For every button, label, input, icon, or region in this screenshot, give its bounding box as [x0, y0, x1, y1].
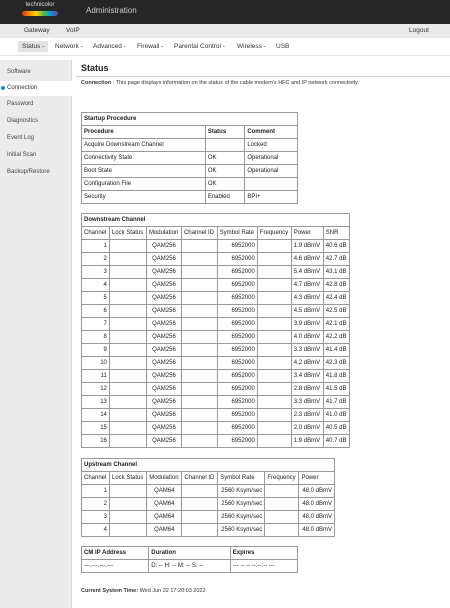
- table-cell: QAM256: [146, 240, 181, 253]
- column-header: Power: [291, 227, 323, 240]
- table-cell: [181, 279, 217, 292]
- table-row: [82, 279, 350, 292]
- table-cell: [257, 331, 291, 344]
- table-cell: [182, 485, 218, 498]
- table-cell: [257, 383, 291, 396]
- table-cell: 41.4 dB: [323, 344, 349, 357]
- sidebar-item-event-log[interactable]: Event Log: [7, 135, 35, 141]
- table-cell: 6952000: [217, 253, 257, 266]
- table-cell: [109, 396, 146, 409]
- table-cell: [257, 422, 291, 435]
- table-cell: [257, 409, 291, 422]
- table-cell: 12: [82, 383, 110, 396]
- sidebar-item-password[interactable]: Password: [7, 101, 34, 107]
- table-cell: 6952000: [217, 292, 257, 305]
- table-cell: [257, 279, 291, 292]
- table-cell: 3.3 dBmV: [291, 396, 323, 409]
- table-cell: 6952000: [217, 279, 257, 292]
- table-cell: [181, 409, 217, 422]
- table-cell: [181, 292, 217, 305]
- table-cell: 3: [82, 266, 110, 279]
- table-cell: 6952000: [217, 409, 257, 422]
- table-cell: 6952000: [217, 318, 257, 331]
- table-cell: 48.0 dBmV: [299, 524, 335, 537]
- table-cell: 6952000: [217, 240, 257, 253]
- table-cell: [257, 396, 291, 409]
- column-header: Symbol Rate: [217, 227, 257, 240]
- table-cell: [181, 331, 217, 344]
- column-header: SNR: [323, 227, 349, 240]
- table-row: [82, 240, 350, 253]
- column-header: Status: [205, 126, 245, 139]
- table-cell: 6952000: [217, 383, 257, 396]
- table-cell: [257, 344, 291, 357]
- table-cell: QAM256: [146, 357, 181, 370]
- table-cell: 1.9 dBmV: [291, 240, 323, 253]
- table-row: [82, 498, 335, 511]
- table-cell: Locked: [245, 139, 298, 152]
- table-caption: Upstream Channel: [82, 459, 335, 472]
- table-cell: 6952000: [217, 422, 257, 435]
- table-cell: 41.8 dB: [323, 370, 349, 383]
- technicolor-logo: [18, 2, 62, 22]
- table-cell: [109, 331, 146, 344]
- table-row: [82, 152, 298, 165]
- table-cell: [109, 292, 146, 305]
- table-row: [82, 331, 350, 344]
- table-cell: 6952000: [217, 370, 257, 383]
- logout-link[interactable]: Logout: [409, 27, 429, 34]
- table-cell: [110, 524, 147, 537]
- table-cell: 6952000: [217, 357, 257, 370]
- table-row: [82, 422, 350, 435]
- table-cell: 1.9 dBmV: [291, 435, 323, 448]
- app-title: Administration: [86, 6, 137, 15]
- sidebar-item-software[interactable]: Software: [7, 69, 31, 75]
- table-cell: Security: [82, 191, 206, 204]
- table-cell: 42.3 dB: [323, 357, 349, 370]
- table-caption: Downstream Channel: [82, 214, 350, 227]
- table-cell: [109, 357, 146, 370]
- table-cell: 11: [82, 370, 110, 383]
- table-cell: QAM256: [146, 396, 181, 409]
- column-header: Power: [299, 472, 335, 485]
- table-cell: [257, 253, 291, 266]
- table-cell: 4: [82, 279, 110, 292]
- table-cell: [110, 511, 147, 524]
- table-cell: Acquire Downstream Channel: [82, 139, 206, 152]
- table-cell: 42.7 dB: [323, 253, 349, 266]
- table-cell: 42.5 dB: [323, 305, 349, 318]
- table-cell: 42.8 dB: [323, 279, 349, 292]
- table-cell: [257, 318, 291, 331]
- table-cell: QAM256: [146, 279, 181, 292]
- table-cell: QAM256: [146, 344, 181, 357]
- sidebar: [0, 60, 72, 608]
- table-cell: 9: [82, 344, 110, 357]
- table-cell: 4.6 dBmV: [291, 253, 323, 266]
- column-header: Modulation: [146, 227, 181, 240]
- table-cell: OK: [205, 178, 245, 191]
- table-cell: 41.0 dB: [323, 409, 349, 422]
- main-content: [72, 56, 450, 608]
- sidebar-item-backup-restore[interactable]: Backup/Restore: [7, 169, 50, 175]
- table-cell: [181, 383, 217, 396]
- table-cell: QAM256: [146, 253, 181, 266]
- table-cell: 48.0 dBmV: [299, 485, 335, 498]
- table-cell: 40.6 dB: [323, 240, 349, 253]
- table-cell: [265, 524, 299, 537]
- nav-network[interactable]: Network -: [55, 43, 83, 50]
- description-text: : This page displays information on the status of the cable modem's HFC and IP network connectivity.: [112, 80, 360, 86]
- table-row: [82, 191, 298, 204]
- table-cell: QAM256: [146, 266, 181, 279]
- table-cell: 2560 Ksym/sec: [218, 524, 265, 537]
- page-title: Status: [81, 63, 109, 73]
- table-row: [82, 560, 298, 573]
- table-cell: 40.5 dB: [323, 422, 349, 435]
- table-cell: 42.4 dB: [323, 292, 349, 305]
- table-cell: QAM256: [146, 370, 181, 383]
- table-cell: [181, 318, 217, 331]
- table-cell: 4.5 dBmV: [291, 305, 323, 318]
- nav-wireless[interactable]: Wireless -: [237, 43, 266, 50]
- system-time: [81, 588, 206, 594]
- table-cell: 5: [82, 292, 110, 305]
- table-row: [82, 370, 350, 383]
- table-cell: [181, 396, 217, 409]
- table-cell: 4.2 dBmV: [291, 357, 323, 370]
- table-cell: 1: [82, 240, 110, 253]
- table-cell: [182, 524, 218, 537]
- table-cell: QAM256: [146, 305, 181, 318]
- table-cell: QAM256: [146, 318, 181, 331]
- table-cell: 4: [82, 524, 110, 537]
- table-cell: [109, 383, 146, 396]
- table-cell: 6952000: [217, 435, 257, 448]
- table-cell: [181, 240, 217, 253]
- table-cell: 48.0 dBmV: [299, 511, 335, 524]
- table-cell: [257, 266, 291, 279]
- table-row: [82, 305, 350, 318]
- table-cell: OK: [205, 165, 245, 178]
- table-cell: [109, 279, 146, 292]
- column-header: Channel: [82, 472, 110, 485]
- duration-value: D: -- H: -- M: -- S: --: [149, 560, 231, 573]
- sidebar-item-connection[interactable]: Connection: [0, 81, 72, 96]
- column-header: Frequency: [265, 472, 299, 485]
- cm-ip-value: ---.---.---.---: [82, 560, 149, 573]
- table-cell: [257, 370, 291, 383]
- table-cell: QAM256: [146, 435, 181, 448]
- table-row: [82, 139, 298, 152]
- table-row: [82, 524, 335, 537]
- table-row: [82, 511, 335, 524]
- table-cell: 13: [82, 396, 110, 409]
- table-row: [82, 253, 350, 266]
- table-cell: 15: [82, 422, 110, 435]
- table-cell: QAM256: [146, 331, 181, 344]
- downstream-channel-table: [81, 213, 350, 448]
- table-cell: [109, 318, 146, 331]
- table-cell: 6: [82, 305, 110, 318]
- table-cell: 2.0 dBmV: [291, 422, 323, 435]
- table-row: [82, 357, 350, 370]
- table-cell: [181, 266, 217, 279]
- table-cell: [109, 240, 146, 253]
- column-header: Channel ID: [182, 472, 218, 485]
- upstream-channel-table: [81, 458, 335, 537]
- table-cell: [181, 305, 217, 318]
- table-row: [82, 396, 350, 409]
- table-cell: 10: [82, 357, 110, 370]
- column-header: Channel ID: [181, 227, 217, 240]
- sidebar-item-diagnostics[interactable]: Diagnostics: [7, 118, 39, 124]
- table-cell: [265, 485, 299, 498]
- table-cell: [109, 253, 146, 266]
- table-cell: [182, 498, 218, 511]
- table-cell: [109, 344, 146, 357]
- table-cell: QAM64: [147, 485, 182, 498]
- table-cell: [109, 305, 146, 318]
- table-row: [82, 165, 298, 178]
- table-cell: 3.4 dBmV: [291, 370, 323, 383]
- table-cell: QAM64: [147, 511, 182, 524]
- logo-rainbow-icon: [22, 11, 58, 16]
- table-row: [82, 266, 350, 279]
- table-cell: 48.0 dBmV: [299, 498, 335, 511]
- table-cell: 14: [82, 409, 110, 422]
- table-cell: 2: [82, 253, 110, 266]
- table-cell: [181, 357, 217, 370]
- column-header: Symbol Rate: [218, 472, 265, 485]
- table-cell: [181, 435, 217, 448]
- column-header: Procedure: [82, 126, 206, 139]
- system-time-label: Current System Time:: [81, 588, 139, 594]
- top-bar: [0, 0, 450, 24]
- system-time-value: Wed Jun 22 17:20:03 2022: [139, 588, 206, 594]
- table-cell: 4.7 dBmV: [291, 279, 323, 292]
- table-cell: 6952000: [217, 344, 257, 357]
- table-cell: [265, 498, 299, 511]
- sidebar-item-initial-scan[interactable]: Initial Scan: [7, 152, 37, 158]
- nav-gateway[interactable]: Gateway: [24, 27, 50, 34]
- table-row: [82, 485, 335, 498]
- table-cell: 3.3 dBmV: [291, 344, 323, 357]
- table-cell: [181, 253, 217, 266]
- table-cell: QAM256: [146, 422, 181, 435]
- table-cell: 2.3 dBmV: [291, 409, 323, 422]
- table-cell: 40.7 dB: [323, 435, 349, 448]
- table-cell: [257, 240, 291, 253]
- table-cell: 6952000: [217, 396, 257, 409]
- column-header: Lock Status: [109, 227, 146, 240]
- table-cell: 2560 Ksym/sec: [218, 511, 265, 524]
- table-cell: 4.0 dBmV: [291, 331, 323, 344]
- table-cell: 42.1 dB: [323, 318, 349, 331]
- table-row: [82, 318, 350, 331]
- startup-procedure-table: [81, 112, 298, 204]
- table-cell: 1: [82, 485, 110, 498]
- table-cell: Configuration File: [82, 178, 206, 191]
- table-cell: QAM64: [147, 498, 182, 511]
- table-cell: 41.5 dB: [323, 383, 349, 396]
- table-cell: QAM256: [146, 383, 181, 396]
- table-cell: [109, 435, 146, 448]
- nav-firewall[interactable]: Firewall -: [137, 43, 164, 50]
- table-cell: OK: [205, 152, 245, 165]
- description-label: Connection: [81, 80, 112, 86]
- table-cell: BPI+: [245, 191, 298, 204]
- table-row: [82, 383, 350, 396]
- table-cell: 6952000: [217, 305, 257, 318]
- nav-status[interactable]: Status -: [18, 41, 48, 52]
- table-cell: Operational: [245, 152, 298, 165]
- table-cell: 43.1 dB: [323, 266, 349, 279]
- table-cell: 6952000: [217, 331, 257, 344]
- table-cell: 8: [82, 331, 110, 344]
- table-cell: Boot State: [82, 165, 206, 178]
- column-header: Modulation: [147, 472, 182, 485]
- table-cell: [181, 422, 217, 435]
- table-cell: 2560 Ksym/sec: [218, 498, 265, 511]
- nav-usb[interactable]: USB: [276, 43, 290, 50]
- expires-value: --- -- -- --:--:-- ---: [230, 560, 297, 573]
- table-cell: [181, 370, 217, 383]
- table-cell: 16: [82, 435, 110, 448]
- table-cell: [109, 422, 146, 435]
- nav-parental-control[interactable]: Parental Control -: [174, 43, 225, 50]
- table-cell: [245, 178, 298, 191]
- table-cell: [109, 370, 146, 383]
- table-cell: [110, 498, 147, 511]
- column-header: Expires: [230, 547, 297, 560]
- table-row: [82, 435, 350, 448]
- table-row: [82, 178, 298, 191]
- column-header: CM IP Address: [82, 547, 149, 560]
- table-cell: 3.9 dBmV: [291, 318, 323, 331]
- table-cell: 41.7 dB: [323, 396, 349, 409]
- table-cell: 7: [82, 318, 110, 331]
- table-cell: [182, 511, 218, 524]
- table-cell: 3: [82, 511, 110, 524]
- column-header: Lock Status: [110, 472, 147, 485]
- table-cell: 2560 Ksym/sec: [218, 485, 265, 498]
- cm-ip-table: [81, 546, 298, 573]
- table-cell: [257, 292, 291, 305]
- table-cell: [109, 409, 146, 422]
- table-cell: [205, 139, 245, 152]
- column-header: Channel: [82, 227, 110, 240]
- table-cell: [181, 344, 217, 357]
- secondary-nav: [0, 38, 450, 56]
- table-cell: QAM64: [147, 524, 182, 537]
- nav-voip[interactable]: VoIP: [66, 27, 80, 34]
- table-cell: [109, 266, 146, 279]
- table-cell: 6952000: [217, 266, 257, 279]
- table-cell: Operational: [245, 165, 298, 178]
- page-description: [81, 80, 446, 86]
- table-cell: [257, 435, 291, 448]
- table-cell: [265, 511, 299, 524]
- primary-nav: [0, 24, 450, 38]
- table-caption: Startup Procedure: [82, 113, 298, 126]
- table-cell: [110, 485, 147, 498]
- column-header: Frequency: [257, 227, 291, 240]
- table-cell: QAM256: [146, 292, 181, 305]
- table-cell: Enabled: [205, 191, 245, 204]
- table-cell: 4.3 dBmV: [291, 292, 323, 305]
- table-cell: [257, 305, 291, 318]
- table-cell: 2.8 dBmV: [291, 383, 323, 396]
- table-cell: [257, 357, 291, 370]
- table-cell: Connectivity State: [82, 152, 206, 165]
- table-cell: 5.4 dBmV: [291, 266, 323, 279]
- table-cell: 42.2 dB: [323, 331, 349, 344]
- column-header: Duration: [149, 547, 231, 560]
- nav-advanced[interactable]: Advanced -: [93, 43, 126, 50]
- table-cell: 2: [82, 498, 110, 511]
- table-row: [82, 292, 350, 305]
- brand-name: technicolor: [25, 2, 55, 8]
- table-row: [82, 344, 350, 357]
- table-cell: QAM256: [146, 409, 181, 422]
- active-indicator-icon: [1, 86, 5, 90]
- table-row: [82, 409, 350, 422]
- column-header: Comment: [245, 126, 298, 139]
- title-divider: [76, 76, 450, 77]
